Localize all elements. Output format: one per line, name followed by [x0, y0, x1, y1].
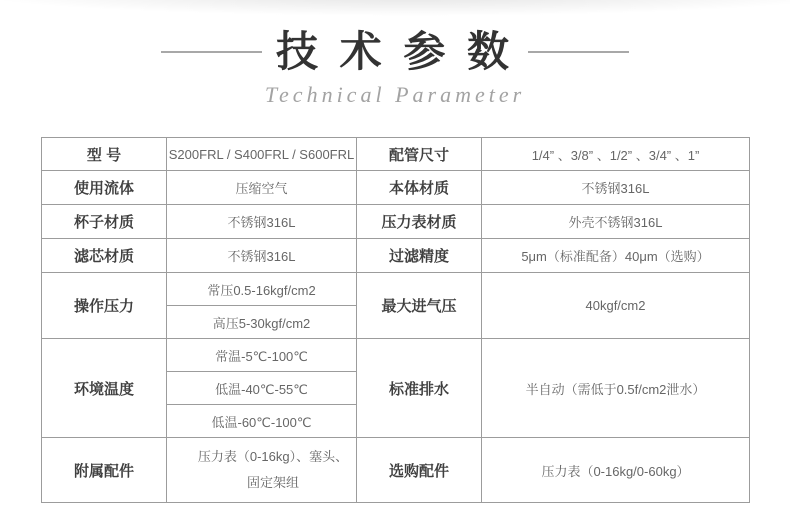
value-temperature-low2: 低温-60℃-100℃	[167, 405, 357, 438]
label-cup-material: 杯子材质	[42, 205, 167, 239]
value-pipe-size: 1/4” 、3/8” 、1/2” 、3/4” 、1”	[482, 138, 750, 171]
value-operating-pressure-normal: 常压0.5-16kgf/cm2	[167, 273, 357, 306]
label-model: 型 号	[42, 138, 167, 171]
value-body-material: 不锈钢316L	[482, 171, 750, 205]
table-row-operating-pressure	[42, 273, 750, 306]
value-optional-accessories: 压力表（0-16kg/0-60kg）	[482, 438, 750, 503]
label-optional-accessories: 选购配件	[357, 438, 482, 503]
table-row-filter-material	[42, 239, 750, 273]
value-model: S200FRL / S400FRL / S600FRL	[167, 138, 357, 171]
value-max-inlet-pressure: 40kgf/cm2	[482, 273, 750, 339]
value-fluid: 压缩空气	[167, 171, 357, 205]
value-standard-drain: 半自动（需低于0.5f/cm2泄水）	[482, 339, 750, 438]
label-standard-drain: 标准排水	[357, 339, 482, 438]
label-body-material: 本体材质	[357, 171, 482, 205]
label-filtration-accuracy: 过滤精度	[357, 239, 482, 273]
table-row-cup-material	[42, 205, 750, 239]
top-shadow-gradient	[0, 0, 790, 20]
title-row	[0, 26, 790, 78]
label-ambient-temperature: 环境温度	[42, 339, 167, 438]
table-row-model	[42, 138, 750, 171]
label-fluid: 使用流体	[42, 171, 167, 205]
value-included-accessories-line2: 固定架组	[246, 475, 299, 490]
table-row-fluid	[42, 171, 750, 205]
label-filter-material: 滤芯材质	[42, 239, 167, 273]
value-operating-pressure-high: 高压5-30kgf/cm2	[167, 306, 357, 339]
label-max-inlet-pressure: 最大进气压	[357, 273, 482, 339]
value-included-accessories	[167, 438, 357, 503]
label-pipe-size: 配管尺寸	[357, 138, 482, 171]
label-operating-pressure: 操作压力	[42, 273, 167, 339]
title-decor-line-right	[528, 51, 629, 53]
label-gauge-material: 压力表材质	[357, 205, 482, 239]
table-row-accessories	[42, 438, 750, 503]
value-cup-material: 不锈钢316L	[167, 205, 357, 239]
title-decor-line-left	[161, 51, 262, 53]
label-included-accessories: 附属配件	[42, 438, 167, 503]
value-included-accessories-line1: 压力表（0-16kg）、塞头、	[197, 449, 349, 464]
table-row-ambient-temperature	[42, 339, 750, 372]
spec-table	[41, 137, 750, 503]
value-gauge-material: 外壳不锈钢316L	[482, 205, 750, 239]
value-filter-material: 不锈钢316L	[167, 239, 357, 273]
page-subtitle: Technical Parameter	[264, 82, 526, 107]
page-header	[0, 26, 790, 108]
value-filtration-accuracy: 5μm（标准配备）40μm（选购）	[482, 239, 750, 273]
page-title: 技 术 参 数	[275, 28, 514, 75]
value-temperature-normal: 常温-5℃-100℃	[167, 339, 357, 372]
value-temperature-low1: 低温-40℃-55℃	[167, 372, 357, 405]
